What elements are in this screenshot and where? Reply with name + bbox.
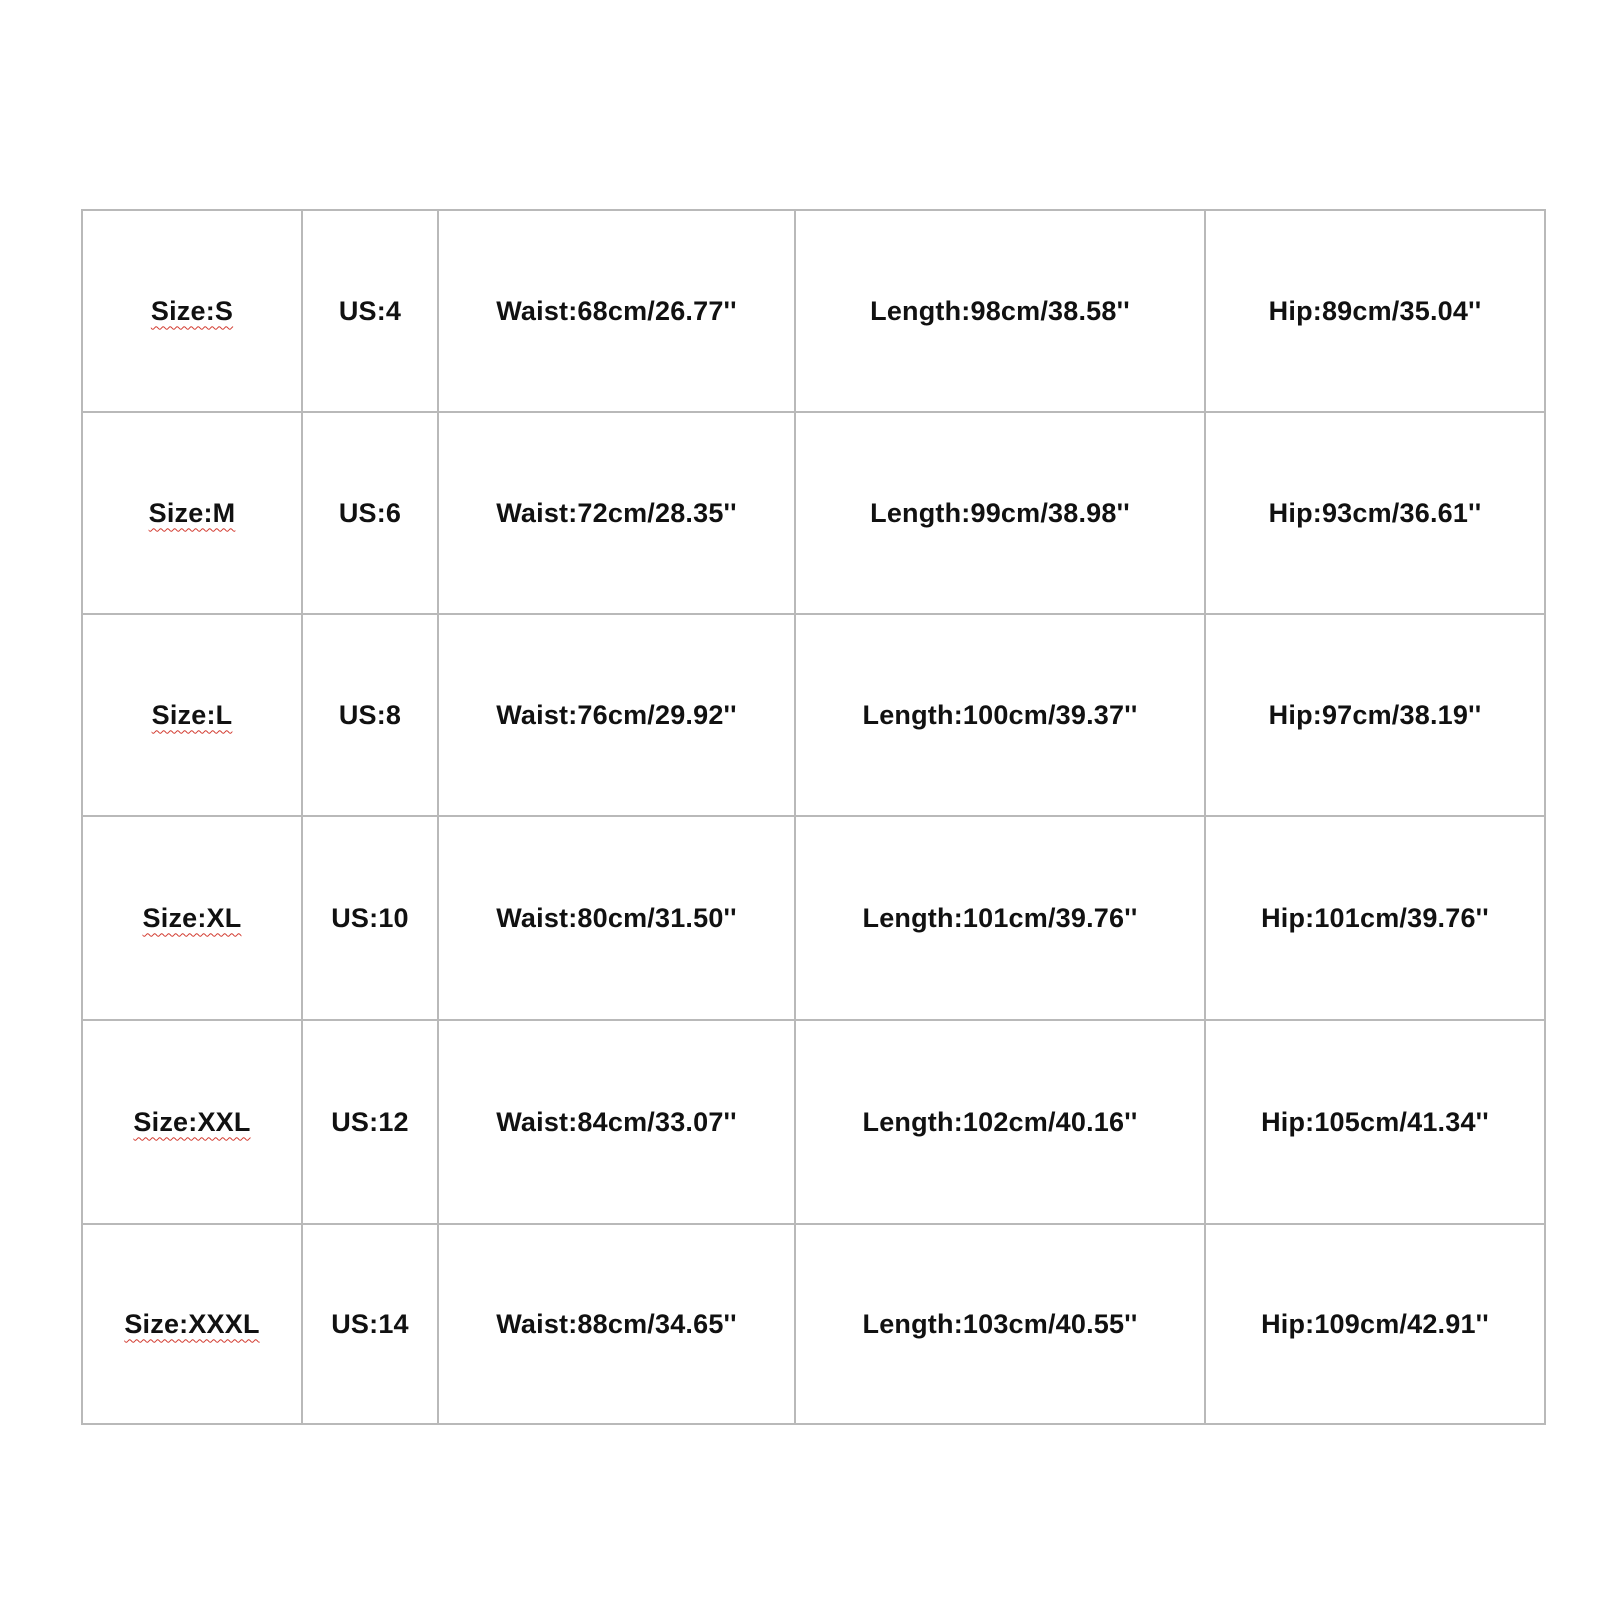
- length-value: Length:98cm/38.58'': [870, 295, 1130, 326]
- waist-cell: [438, 1224, 795, 1424]
- us-size-cell: [302, 1020, 438, 1224]
- us-size-cell: [302, 1224, 438, 1424]
- size-row-xxxl: [82, 1224, 1545, 1424]
- size-cell: [82, 1020, 302, 1224]
- us-size-label: US:14: [331, 1308, 409, 1339]
- waist-value: Waist:68cm/26.77'': [496, 295, 737, 326]
- waist-cell: [438, 816, 795, 1020]
- length-cell: [795, 614, 1205, 816]
- hip-cell: [1205, 1224, 1545, 1424]
- size-row-xl: [82, 816, 1545, 1020]
- hip-value: Hip:93cm/36.61'': [1268, 497, 1482, 528]
- length-value: Length:102cm/40.16'': [862, 1106, 1138, 1137]
- size-cell: [82, 210, 302, 412]
- size-row-l: [82, 614, 1545, 816]
- size-cell: [82, 816, 302, 1020]
- waist-value: Waist:88cm/34.65'': [496, 1308, 737, 1339]
- size-row-m: [82, 412, 1545, 614]
- length-cell: [795, 816, 1205, 1020]
- length-cell: [795, 1224, 1205, 1424]
- us-size-label: US:6: [338, 497, 402, 528]
- waist-value: Waist:72cm/28.35'': [496, 497, 737, 528]
- hip-cell: [1205, 816, 1545, 1020]
- length-value: Length:99cm/38.98'': [870, 497, 1130, 528]
- size-label: Size:XL: [142, 902, 242, 933]
- us-size-cell: [302, 614, 438, 816]
- hip-value: Hip:105cm/41.34'': [1261, 1106, 1489, 1137]
- length-cell: [795, 210, 1205, 412]
- size-cell: [82, 1224, 302, 1424]
- us-size-cell: [302, 816, 438, 1020]
- waist-value: Waist:84cm/33.07'': [496, 1106, 737, 1137]
- hip-cell: [1205, 412, 1545, 614]
- size-label: Size:M: [148, 497, 236, 528]
- us-size-cell: [302, 412, 438, 614]
- length-cell: [795, 412, 1205, 614]
- us-size-label: US:8: [338, 699, 402, 730]
- size-row-s: [82, 210, 1545, 412]
- us-size-label: US:12: [331, 1106, 409, 1137]
- waist-cell: [438, 210, 795, 412]
- hip-cell: [1205, 1020, 1545, 1224]
- waist-value: Waist:80cm/31.50'': [496, 902, 737, 933]
- waist-cell: [438, 412, 795, 614]
- waist-cell: [438, 1020, 795, 1224]
- hip-value: Hip:101cm/39.76'': [1261, 902, 1489, 933]
- us-size-label: US:4: [338, 295, 402, 326]
- size-label: Size:XXL: [133, 1106, 251, 1137]
- size-label: Size:S: [150, 295, 234, 326]
- hip-value: Hip:109cm/42.91'': [1261, 1308, 1489, 1339]
- size-label: Size:L: [151, 699, 233, 730]
- size-cell: [82, 614, 302, 816]
- length-cell: [795, 1020, 1205, 1224]
- us-size-label: US:10: [331, 902, 409, 933]
- length-value: Length:101cm/39.76'': [862, 902, 1138, 933]
- size-chart-table: [81, 209, 1546, 1425]
- size-row-xxl: [82, 1020, 1545, 1224]
- hip-value: Hip:97cm/38.19'': [1268, 699, 1482, 730]
- hip-cell: [1205, 614, 1545, 816]
- size-label: Size:XXXL: [124, 1308, 260, 1339]
- length-value: Length:100cm/39.37'': [862, 699, 1138, 730]
- hip-cell: [1205, 210, 1545, 412]
- hip-value: Hip:89cm/35.04'': [1268, 295, 1482, 326]
- size-cell: [82, 412, 302, 614]
- length-value: Length:103cm/40.55'': [862, 1308, 1138, 1339]
- us-size-cell: [302, 210, 438, 412]
- waist-cell: [438, 614, 795, 816]
- waist-value: Waist:76cm/29.92'': [496, 699, 737, 730]
